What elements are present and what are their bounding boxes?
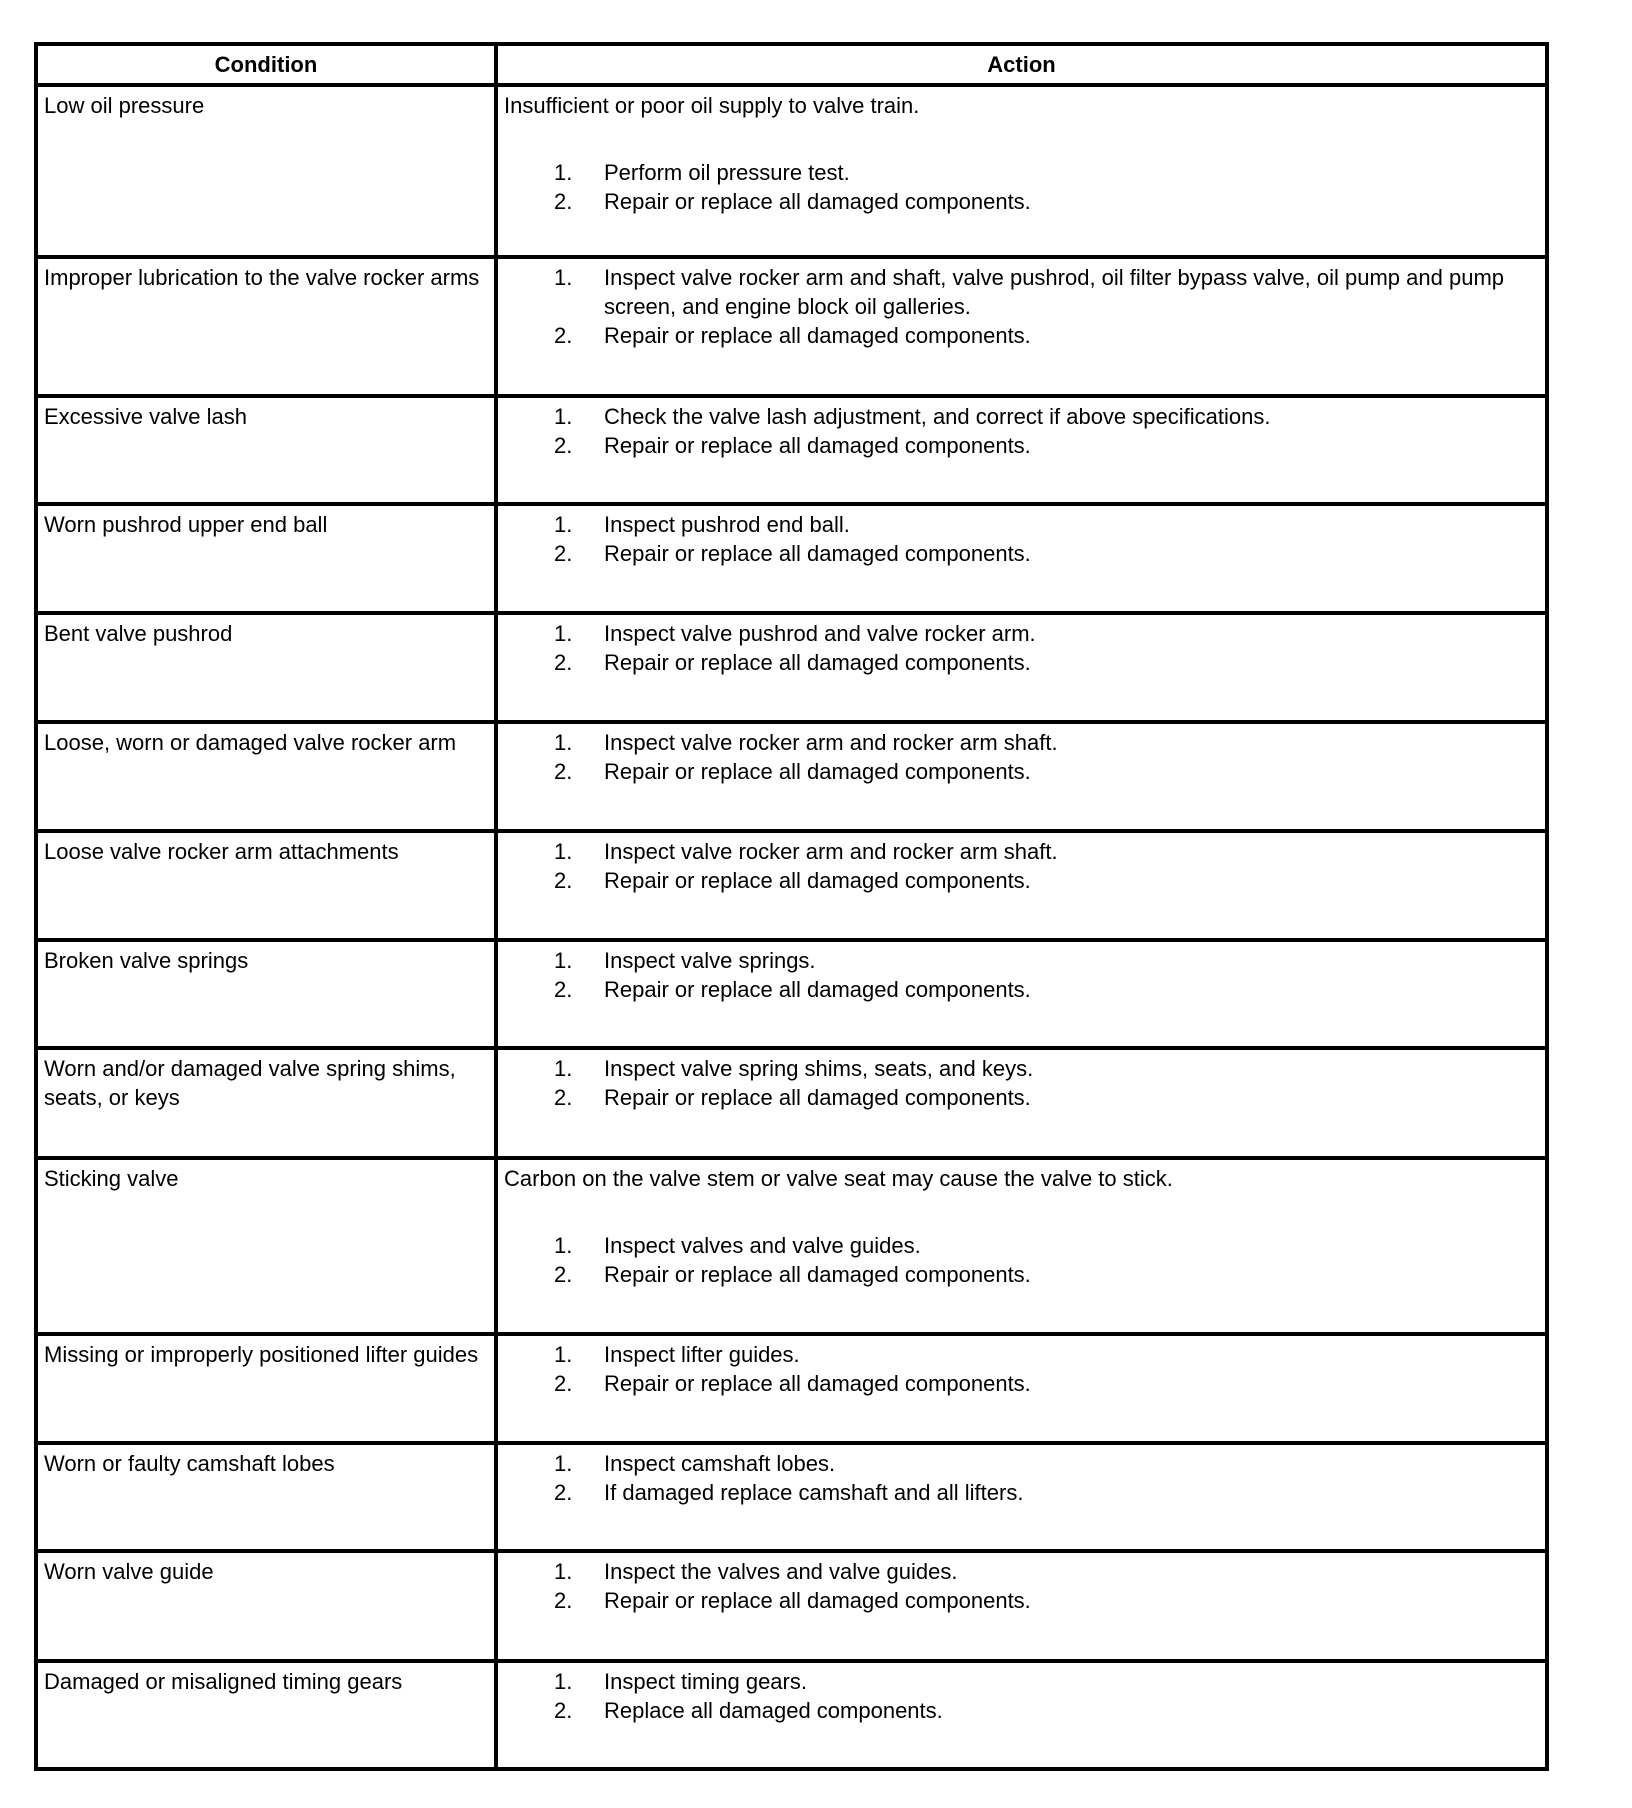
table-row (36, 831, 1547, 940)
action-cell (496, 504, 1547, 613)
step-text: Inspect valve rocker arm and rocker arm shaft. (604, 839, 1058, 864)
action-intro: Carbon on the valve stem or valve seat may cause the valve to stick. (504, 1166, 1173, 1191)
step-text: Repair or replace all damaged components. (604, 868, 1031, 893)
action-steps (504, 1231, 1539, 1289)
action-steps (504, 1667, 1539, 1725)
action-step (504, 510, 1539, 539)
step-text: Inspect timing gears. (604, 1669, 807, 1694)
step-number: 2. (554, 759, 573, 784)
action-step (504, 402, 1539, 431)
step-number: 1. (554, 730, 573, 755)
diagnostic-table (34, 42, 1549, 1771)
step-number: 2. (554, 1698, 573, 1723)
action-step (504, 1478, 1539, 1507)
action-cell (496, 940, 1547, 1048)
action-cell (496, 613, 1547, 722)
table-row (36, 1334, 1547, 1443)
action-step (504, 866, 1539, 895)
step-number: 1. (554, 1233, 573, 1258)
action-step (504, 1449, 1539, 1478)
action-step (504, 1260, 1539, 1289)
action-steps (504, 158, 1539, 216)
table-row (36, 1158, 1547, 1334)
step-number: 2. (554, 433, 573, 458)
step-text: Repair or replace all damaged components. (604, 1588, 1031, 1613)
step-text: Repair or replace all damaged components. (604, 189, 1031, 214)
action-cell (496, 1551, 1547, 1661)
action-cell (496, 396, 1547, 504)
table-row (36, 1661, 1547, 1769)
step-text: Inspect valve spring shims, seats, and keys. (604, 1056, 1034, 1081)
step-text: Repair or replace all damaged components. (604, 1085, 1031, 1110)
action-step (504, 757, 1539, 786)
action-steps (504, 263, 1539, 350)
step-number: 1. (554, 621, 573, 646)
condition-cell: Worn pushrod upper end ball (36, 504, 496, 613)
table-row (36, 1048, 1547, 1158)
action-steps (504, 1557, 1539, 1615)
condition-cell: Broken valve springs (36, 940, 496, 1048)
step-number: 1. (554, 1669, 573, 1694)
step-number: 2. (554, 868, 573, 893)
action-step (504, 837, 1539, 866)
step-number: 1. (554, 265, 573, 290)
condition-cell: Low oil pressure (36, 85, 496, 257)
header-row (36, 44, 1547, 85)
table-row (36, 940, 1547, 1048)
step-number: 1. (554, 160, 573, 185)
step-text: Inspect pushrod end ball. (604, 512, 850, 537)
action-steps (504, 837, 1539, 895)
step-number: 2. (554, 650, 573, 675)
action-step (504, 263, 1539, 321)
step-text: Check the valve lash adjustment, and correct if above specifications. (604, 404, 1271, 429)
step-number: 2. (554, 323, 573, 348)
action-step (504, 728, 1539, 757)
action-steps (504, 619, 1539, 677)
action-steps (504, 1449, 1539, 1507)
step-number: 2. (554, 541, 573, 566)
action-step (504, 1054, 1539, 1083)
step-text: Inspect the valves and valve guides. (604, 1559, 958, 1584)
condition-cell: Loose, worn or damaged valve rocker arm (36, 722, 496, 831)
condition-cell: Improper lubrication to the valve rocker arms (36, 257, 496, 396)
table-row (36, 85, 1547, 257)
step-number: 1. (554, 1559, 573, 1584)
step-text: Inspect valve rocker arm and rocker arm shaft. (604, 730, 1058, 755)
action-cell (496, 1048, 1547, 1158)
action-cell (496, 85, 1547, 257)
step-text: Repair or replace all damaged components. (604, 1262, 1031, 1287)
action-step (504, 187, 1539, 216)
condition-cell: Excessive valve lash (36, 396, 496, 504)
table-row (36, 504, 1547, 613)
step-text: Inspect camshaft lobes. (604, 1451, 836, 1476)
table-row (36, 257, 1547, 396)
action-step (504, 975, 1539, 1004)
table-row (36, 396, 1547, 504)
step-number: 2. (554, 189, 573, 214)
step-number: 1. (554, 1451, 573, 1476)
step-number: 1. (554, 404, 573, 429)
table-row (36, 613, 1547, 722)
step-number: 2. (554, 1480, 573, 1505)
step-text: Repair or replace all damaged components. (604, 1371, 1031, 1396)
step-number: 2. (554, 1588, 573, 1613)
action-step (504, 1557, 1539, 1586)
step-text: Inspect valves and valve guides. (604, 1233, 921, 1258)
action-steps (504, 510, 1539, 568)
step-text: Repair or replace all damaged components. (604, 759, 1031, 784)
condition-cell: Sticking valve (36, 1158, 496, 1334)
table-row (36, 1443, 1547, 1551)
action-step (504, 1667, 1539, 1696)
step-text: Inspect valve pushrod and valve rocker arm. (604, 621, 1036, 646)
step-text: If damaged replace camshaft and all lifters. (604, 1480, 1024, 1505)
step-text: Repair or replace all damaged components. (604, 977, 1031, 1002)
step-text: Repair or replace all damaged components. (604, 650, 1031, 675)
condition-cell: Worn or faulty camshaft lobes (36, 1443, 496, 1551)
table-row (36, 722, 1547, 831)
step-text: Inspect valve springs. (604, 948, 816, 973)
condition-cell: Damaged or misaligned timing gears (36, 1661, 496, 1769)
step-number: 1. (554, 948, 573, 973)
action-cell (496, 1661, 1547, 1769)
action-cell (496, 1443, 1547, 1551)
action-step (504, 1083, 1539, 1112)
action-step (504, 431, 1539, 460)
step-number: 1. (554, 839, 573, 864)
action-step (504, 1586, 1539, 1615)
step-number: 2. (554, 1085, 573, 1110)
condition-cell: Loose valve rocker arm attachments (36, 831, 496, 940)
action-step (504, 648, 1539, 677)
step-number: 2. (554, 1371, 573, 1396)
step-text: Replace all damaged components. (604, 1698, 943, 1723)
action-step (504, 1231, 1539, 1260)
step-text: Perform oil pressure test. (604, 160, 850, 185)
header-action: Action (496, 44, 1547, 85)
action-steps (504, 1054, 1539, 1112)
action-intro: Insufficient or poor oil supply to valve train. (504, 93, 920, 118)
action-step (504, 946, 1539, 975)
step-text: Inspect valve rocker arm and shaft, valve pushrod, oil filter bypass valve, oil pump and pump screen, and engine block oil galleries. (604, 265, 1505, 319)
step-number: 1. (554, 1342, 573, 1367)
action-step (504, 539, 1539, 568)
action-cell (496, 257, 1547, 396)
action-step (504, 619, 1539, 648)
condition-cell: Missing or improperly positioned lifter guides (36, 1334, 496, 1443)
action-step (504, 1369, 1539, 1398)
condition-cell: Bent valve pushrod (36, 613, 496, 722)
step-text: Repair or replace all damaged components. (604, 541, 1031, 566)
action-step (504, 1340, 1539, 1369)
step-text: Inspect lifter guides. (604, 1342, 800, 1367)
step-text: Repair or replace all damaged components. (604, 433, 1031, 458)
condition-cell: Worn valve guide (36, 1551, 496, 1661)
header-condition: Condition (36, 44, 496, 85)
action-steps (504, 728, 1539, 786)
step-number: 2. (554, 977, 573, 1002)
action-step (504, 1696, 1539, 1725)
action-cell (496, 831, 1547, 940)
action-step (504, 158, 1539, 187)
action-steps (504, 402, 1539, 460)
action-steps (504, 1340, 1539, 1398)
step-number: 1. (554, 1056, 573, 1081)
action-cell (496, 1158, 1547, 1334)
condition-cell: Worn and/or damaged valve spring shims, seats, or keys (36, 1048, 496, 1158)
action-step (504, 321, 1539, 350)
action-cell (496, 1334, 1547, 1443)
step-number: 1. (554, 512, 573, 537)
step-text: Repair or replace all damaged components. (604, 323, 1031, 348)
step-number: 2. (554, 1262, 573, 1287)
action-steps (504, 946, 1539, 1004)
table-row (36, 1551, 1547, 1661)
action-cell (496, 722, 1547, 831)
